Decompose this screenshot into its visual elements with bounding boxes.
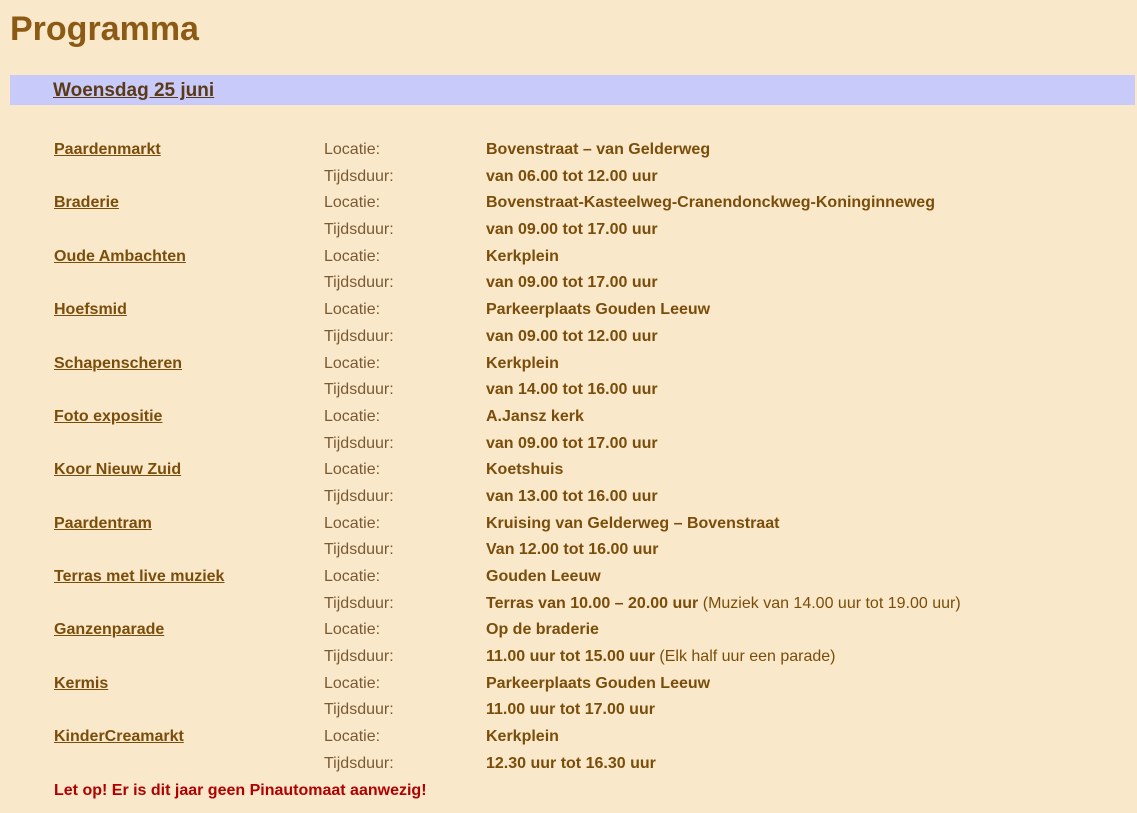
event-duration-row	[0, 165, 1137, 192]
event-duration-row	[0, 752, 1137, 779]
duration-note: (Muziek van 14.00 uur tot 19.00 uur)	[702, 594, 961, 612]
duration-value-wrap	[486, 327, 658, 347]
event-location-row	[0, 725, 1137, 752]
event-name-link[interactable]: Terras met live muziek	[54, 568, 225, 585]
location-label: Locatie:	[324, 354, 381, 372]
duration-value: van 09.00 tot 17.00 uur	[486, 434, 658, 452]
duration-value-wrap	[486, 647, 836, 667]
duration-label: Tijdsduur:	[324, 381, 394, 399]
event-location-row	[0, 672, 1137, 699]
duration-value-wrap	[486, 754, 656, 774]
event-location-row	[0, 245, 1137, 272]
event-name-link[interactable]: Kermis	[54, 674, 109, 692]
event-name-link[interactable]: Schapenscheren	[54, 354, 183, 372]
location-value: Gouden Leeuw	[486, 568, 601, 585]
duration-note: (Elk half uur een parade)	[659, 648, 836, 666]
duration-value: Terras van 10.00 – 20.00 uur	[486, 594, 699, 612]
event-name-link[interactable]: Ganzenparade	[54, 621, 165, 639]
duration-value: van 13.00 tot 16.00 uur	[486, 487, 658, 505]
duration-value: Van 12.00 tot 16.00 uur	[486, 541, 659, 559]
event-name-link[interactable]: Paardenmarkt	[54, 141, 161, 158]
location-value: Kruising van Gelderweg – Bovenstraat	[486, 514, 780, 532]
event-duration-row	[0, 378, 1137, 405]
location-value: Bovenstraat-Kasteelweg-Cranendonckweg-Koninginneweg	[486, 194, 935, 212]
event-location-row	[0, 138, 1137, 165]
event-name-link[interactable]: Koor Nieuw Zuid	[54, 461, 182, 479]
event-duration-row	[0, 645, 1137, 672]
location-label: Locatie:	[324, 194, 381, 212]
event-duration-row	[0, 271, 1137, 298]
event-location-row	[0, 458, 1137, 485]
duration-value-wrap	[486, 540, 659, 560]
event-duration-row	[0, 698, 1137, 725]
day-header	[10, 75, 1135, 105]
event-location-row	[0, 405, 1137, 432]
duration-value: van 09.00 tot 17.00 uur	[486, 221, 658, 239]
location-value: Bovenstraat – van Gelderweg	[486, 141, 711, 158]
duration-label: Tijdsduur:	[324, 701, 394, 719]
event-location-row	[0, 298, 1137, 325]
location-label: Locatie:	[324, 621, 381, 639]
duration-value-wrap	[486, 700, 655, 720]
event-location-row	[0, 191, 1137, 218]
event-duration-row	[0, 592, 1137, 619]
event-name-link[interactable]: Braderie	[54, 194, 119, 212]
duration-value-wrap	[486, 273, 658, 293]
duration-label: Tijdsduur:	[324, 754, 394, 772]
duration-value: 11.00 uur tot 15.00 uur	[486, 648, 655, 666]
location-value: Kerkplein	[486, 728, 559, 746]
day-label-link[interactable]: Woensdag 25 juni	[53, 80, 215, 101]
event-duration-row	[0, 218, 1137, 245]
event-location-row	[0, 352, 1137, 379]
location-label: Locatie:	[324, 514, 381, 532]
event-duration-row	[0, 325, 1137, 352]
location-value: Parkeerplaats Gouden Leeuw	[486, 674, 711, 692]
location-label: Locatie:	[324, 247, 381, 265]
event-duration-row	[0, 485, 1137, 512]
duration-value-wrap	[486, 220, 658, 240]
duration-label: Tijdsduur:	[324, 221, 394, 239]
duration-label: Tijdsduur:	[324, 487, 394, 505]
duration-value-wrap	[486, 487, 658, 507]
location-label: Locatie:	[324, 674, 381, 692]
duration-label: Tijdsduur:	[324, 594, 394, 612]
event-duration-row	[0, 538, 1137, 565]
event-location-row	[0, 512, 1137, 539]
duration-value: 12.30 uur tot 16.30 uur	[486, 754, 656, 772]
event-name-link[interactable]: Foto expositie	[54, 407, 163, 425]
location-label: Locatie:	[324, 301, 381, 319]
location-value: Parkeerplaats Gouden Leeuw	[486, 301, 711, 319]
location-value: A.Jansz kerk	[486, 407, 584, 425]
duration-value-wrap	[486, 434, 658, 454]
location-value: Kerkplein	[486, 354, 559, 372]
location-value: Op de braderie	[486, 621, 599, 639]
location-value: Kerkplein	[486, 247, 559, 265]
location-label: Locatie:	[324, 728, 381, 746]
location-value: Koetshuis	[486, 461, 564, 479]
duration-value: 11.00 uur tot 17.00 uur	[486, 701, 655, 719]
event-location-row	[0, 565, 1137, 592]
location-label: Locatie:	[324, 568, 381, 585]
location-label: Locatie:	[324, 461, 381, 479]
duration-label: Tijdsduur:	[324, 327, 394, 345]
duration-label: Tijdsduur:	[324, 167, 394, 185]
event-name-link[interactable]: Oude Ambachten	[54, 247, 186, 265]
duration-value: van 09.00 tot 12.00 uur	[486, 327, 658, 345]
page-title: Programma	[10, 10, 199, 48]
warning-message: Let op! Er is dit jaar geen Pinautomaat aanwezig!	[54, 782, 427, 799]
duration-value-wrap	[486, 167, 658, 187]
duration-label: Tijdsduur:	[324, 648, 394, 666]
duration-label: Tijdsduur:	[324, 541, 394, 559]
location-label: Locatie:	[324, 407, 381, 425]
location-label: Locatie:	[324, 141, 381, 158]
duration-value: van 06.00 tot 12.00 uur	[486, 167, 658, 185]
event-name-link[interactable]: KinderCreamarkt	[54, 728, 184, 746]
duration-label: Tijdsduur:	[324, 274, 394, 292]
duration-value: van 09.00 tot 17.00 uur	[486, 274, 658, 292]
event-location-row	[0, 618, 1137, 645]
event-name-link[interactable]: Hoefsmid	[54, 301, 127, 319]
event-list	[0, 138, 1137, 779]
duration-label: Tijdsduur:	[324, 434, 394, 452]
event-duration-row	[0, 432, 1137, 459]
duration-value-wrap	[486, 380, 658, 400]
duration-value: van 14.00 tot 16.00 uur	[486, 381, 658, 399]
event-name-link[interactable]: Paardentram	[54, 514, 152, 532]
duration-value-wrap	[486, 594, 961, 614]
